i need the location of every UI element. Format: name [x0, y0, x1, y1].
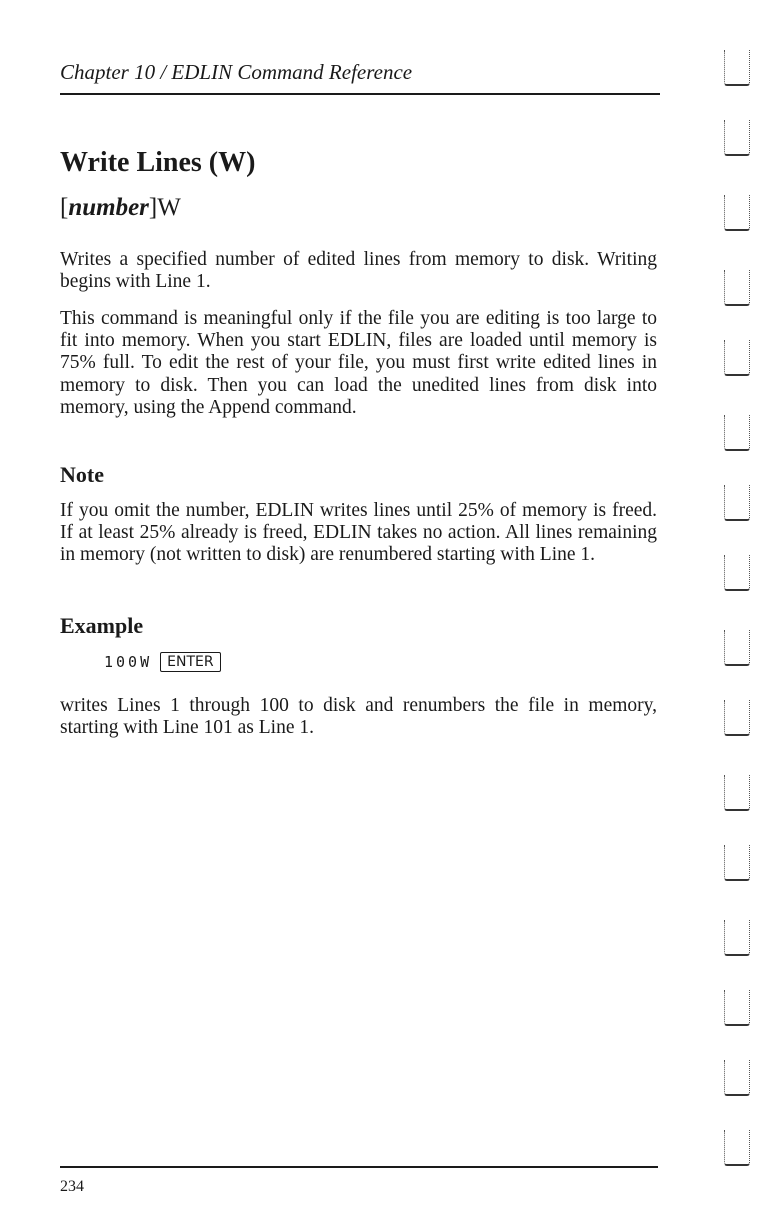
binding-hole-mark — [724, 630, 750, 666]
binding-hole-mark — [724, 845, 750, 881]
page-number: 234 — [60, 1178, 84, 1195]
binding-hole-mark — [724, 775, 750, 811]
binding-hole-mark — [724, 1130, 750, 1166]
binding-hole-mark — [724, 340, 750, 376]
note-paragraph: If you omit the number, EDLIN writes lines until 25% of memory is freed. If at least 25% already is freed, EDLIN takes no action. All lines remaining in memory (not written to disk) are renumbered starting with Line 1. — [60, 500, 657, 566]
enter-key-icon: ENTER — [160, 652, 220, 672]
binding-hole-mark — [724, 50, 750, 86]
binding-hole-mark — [724, 990, 750, 1026]
binding-hole-mark — [724, 555, 750, 591]
binding-hole-mark — [724, 700, 750, 736]
binding-hole-mark — [724, 920, 750, 956]
usage-paragraph: This command is meaningful only if the file you are editing is too large to fit into memory. When you start EDLIN, files are loaded until memory is 75% full. To edit the rest of your file, you must first write edited lines in memory to disk. Then you can load the unedited lines from disk into memory, using the Append command. — [60, 308, 657, 418]
section-title: Write Lines (W) — [60, 147, 256, 178]
binding-hole-mark — [724, 195, 750, 231]
command-syntax — [60, 194, 181, 222]
binding-hole-mark — [724, 485, 750, 521]
example-explanation: writes Lines 1 through 100 to disk and renumbers the file in memory, starting with Line 101 as Line 1. — [60, 695, 657, 739]
binding-margin-marks — [724, 50, 764, 1170]
binding-hole-mark — [724, 415, 750, 451]
example-command-line — [104, 652, 221, 672]
example-command: 100W — [104, 653, 153, 671]
chapter-header: Chapter 10 / EDLIN Command Reference — [60, 60, 413, 84]
note-heading: Note — [60, 462, 104, 487]
syntax-parameter: number — [68, 194, 149, 221]
description-paragraph: Writes a specified number of edited lines from memory to disk. Writing begins with Line 1. — [60, 249, 657, 293]
binding-hole-mark — [724, 120, 750, 156]
footer-rule — [60, 1166, 658, 1168]
syntax-open-bracket: [ — [60, 194, 69, 221]
binding-hole-mark — [724, 1060, 750, 1096]
binding-hole-mark — [724, 270, 750, 306]
header-rule — [60, 93, 660, 95]
syntax-command: W — [157, 194, 181, 221]
syntax-close-bracket: ] — [148, 194, 158, 221]
example-heading: Example — [60, 613, 144, 638]
